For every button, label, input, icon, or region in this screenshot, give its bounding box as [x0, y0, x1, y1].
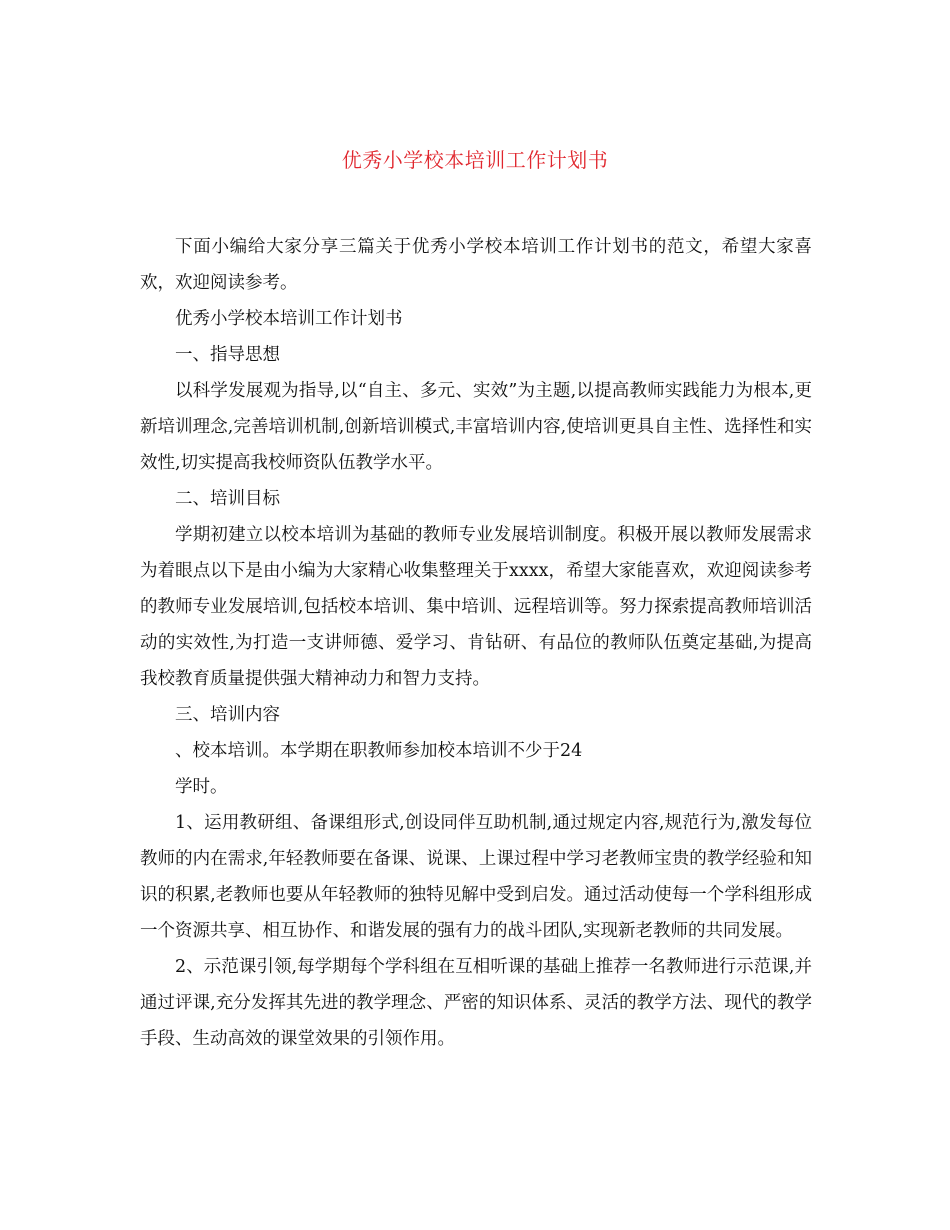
paragraph-item-1: 1、运用教研组、备课组形式,创设同伴互助机制,通过规定内容,规范行为,激发每位教师的内在需求,年轻教师要在备课、说课、上课过程中学习老教师宝贵的教学经验和知识的积累,老教师也要从年轻教师的独特见解中受到启发。通过活动使每一个学科组形成一个资源共享、相互协作、和谐发展的强有力的战斗团队,实现新老教师的共同发展。	[140, 813, 812, 941]
document-body	[140, 229, 812, 1057]
paragraph-training-goal: 学期初建立以校本培训为基础的教师专业发展培训制度。积极开展以教师发展需求为着眼点以下是由小编为大家精心收集整理关于xxxx，希望大家能喜欢，欢迎阅读参考的教师专业发展培训,包括校本培训、集中培训、远程培训等。努力探索提高教师培训活动的实效性,为打造一支讲师德、爱学习、肯钻研、有品位的教师队伍奠定基础,为提高我校教育质量提供强大精神动力和智力支持。	[140, 525, 812, 689]
section-heading-training-goal: 二、培训目标	[175, 489, 280, 509]
document-title: 优秀小学校本培训工作计划书	[341, 148, 609, 172]
paragraph-school-training-hours: 学时。	[175, 777, 228, 797]
section-heading-training-content: 三、培训内容	[175, 705, 280, 725]
paragraph-school-training: 、校本培训。本学期在职教师参加校本培训不少于24	[175, 741, 583, 761]
paragraph-item-2: 2、示范课引领,每学期每个学科组在互相听课的基础上推荐一名教师进行示范课,并通过评课,充分发挥其先进的教学理念、严密的知识体系、灵活的教学方法、现代的教学手段、生动高效的课堂效果的引领作用。	[140, 957, 812, 1049]
intro-paragraph: 下面小编给大家分享三篇关于优秀小学校本培训工作计划书的范文，希望大家喜欢，欢迎阅读参考。	[140, 237, 812, 293]
paragraph-guiding-thought: 以科学发展观为指导,以“自主、多元、实效”为主题,以提高教师实践能力为根本,更新培训理念,完善培训机制,创新培训模式,丰富培训内容,使培训更具自主性、选择性和实效性,切实提高我校师资队伍教学水平。	[140, 381, 812, 473]
section-heading-guiding-thought: 一、指导思想	[175, 345, 280, 365]
subtitle-paragraph: 优秀小学校本培训工作计划书	[175, 309, 403, 329]
